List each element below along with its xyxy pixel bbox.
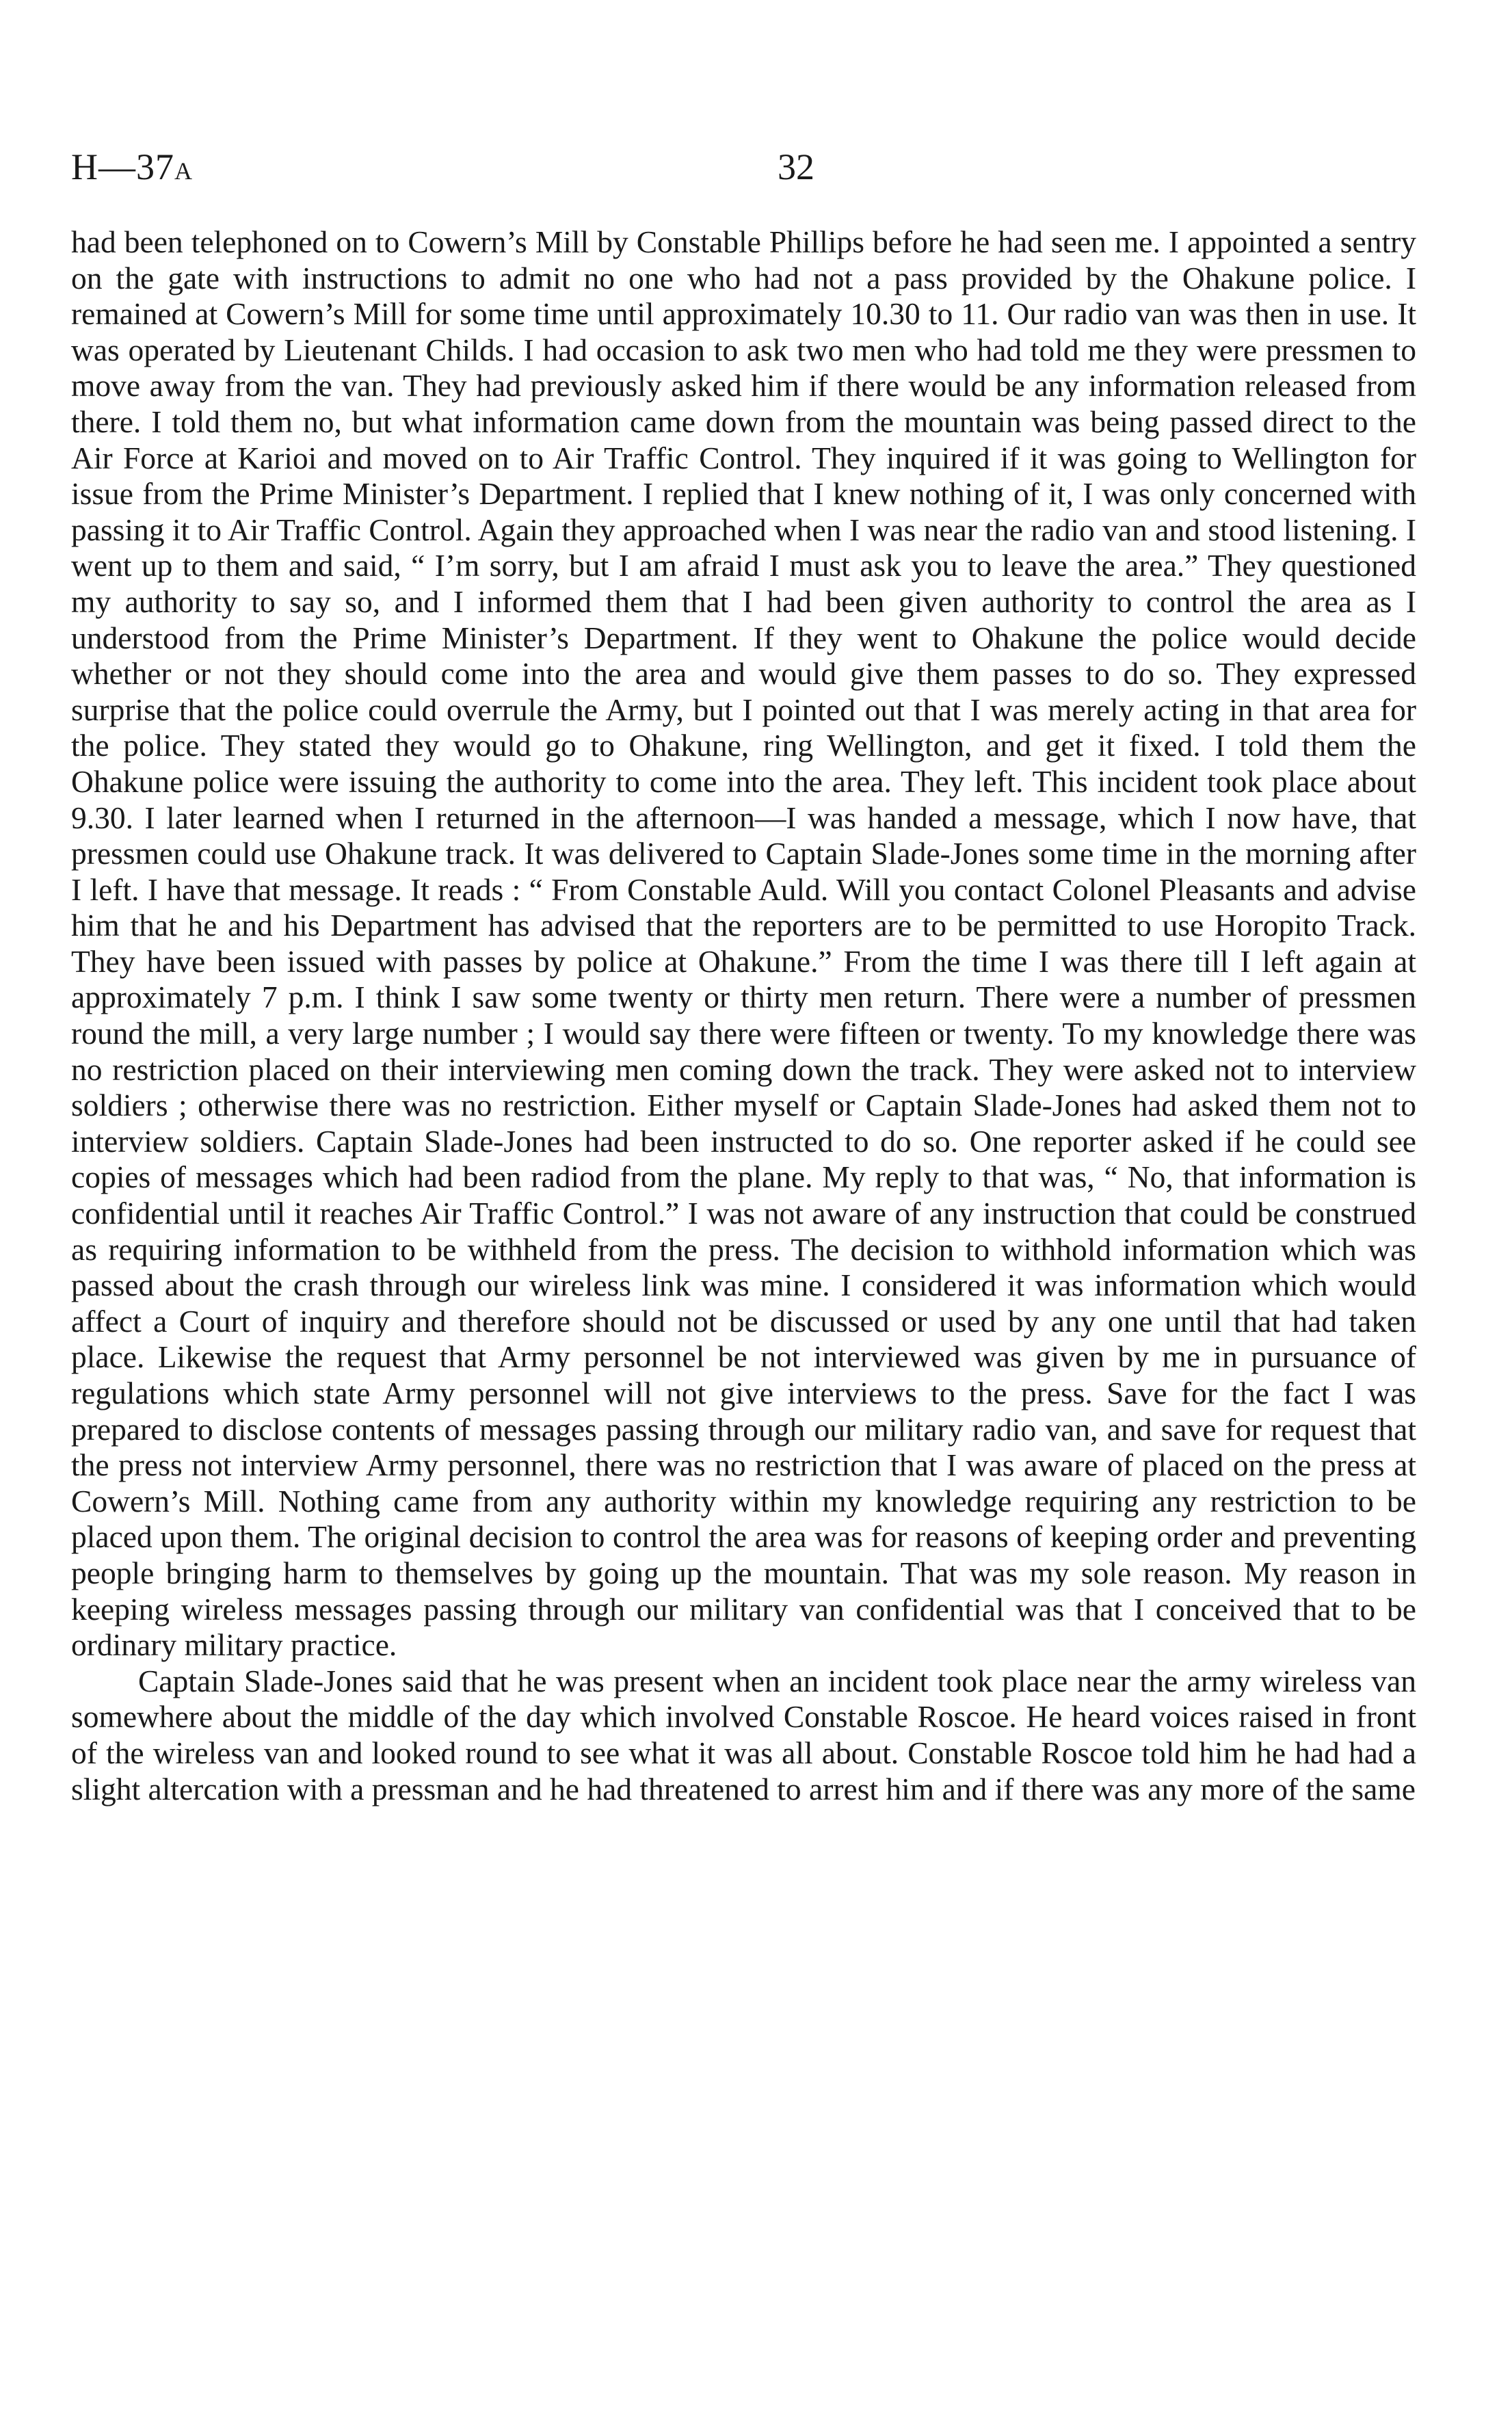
body-text — [71, 224, 1416, 1807]
paragraph-slade-jones: Captain Slade-Jones said that he was present when an incident took place near the army wireless van somewhere about the middle of the day which involved Constable Roscoe. He heard voices raised in front of the wireless van and looked round to see what it was all about. Constable Roscoe told him he had had a slight altercation with a pressman and he had threatened to arrest him and if there was any more of the same — [71, 1663, 1416, 1806]
document-reference — [71, 145, 194, 193]
page-number: 32 — [778, 146, 814, 187]
page-header — [71, 145, 1439, 200]
document-reference-main: H—37 — [71, 146, 174, 187]
paragraph-testimony: had been telephoned on to Cowern’s Mill by Constable Phillips before he had seen me. I appointed a sentry on the gate with instructions to admit no one who had not a pass provided by the Ohakune police. I remained at Cowern’s Mill for some time until approximately 10.30 to 11. Our radio van was then in use. It was operated by Lieutenant Childs. I had occasion to ask two men who had told me they were pressmen to move away from the van. They had previously asked him if there would be any information released from there. I told them no, but what information came down from the mountain was being passed direct to the Air Force at Karioi and moved on to Air Traffic Control. They inquired if it was going to Wellington for issue from the Prime Minister’s Department. I replied that I knew nothing of it, I was only concerned with passing it to Air Traffic Control. Again they approached when I was near the radio van and stood listening. I went up to them and said, “ I’m sorry, but I am afraid I must ask you to leave the area.” They questioned my authority to say so, and I informed them that I had been given authority to control the area as I understood from the Prime Minister’s Department. If they went to Ohakune the police would decide whether or not they should come into the area and would give them passes to do so. They expressed surprise that the police could overrule the Army, but I pointed out that I was merely acting in that area for the police. They stated they would go to Ohakune, ring Wellington, and get it fixed. I told them the Ohakune police were issuing the authority to come into the area. They left. This incident took place about 9.30. I later learned when I returned in the afternoon—I was handed a message, which I now have, that pressmen could use Ohakune track. It was delivered to Captain Slade-Jones some time in the morning after I left. I have that message. It reads : “ From Constable Auld. Will you contact Colonel Pleasants and advise him that he and his Department has advised that the reporters are to be permitted to use Horopito Track. They have been issued with passes by police at Ohakune.” From the time I was there till I left again at approximately 7 p.m. I think I saw some twenty or thirty men return. There were a number of pressmen round the mill, a very large number ; I would say there were fifteen or twenty. To my knowledge there was no restriction placed on their interviewing men coming down the track. They were asked not to interview soldiers ; otherwise there was no restriction. Either myself or Captain Slade-Jones had asked them not to interview soldiers. Captain Slade-Jones had been instructed to do so. One reporter asked if he could see copies of messages which had been radiod from the plane. My reply to that was, “ No, that information is confidential until it reaches Air Traffic Control.” I was not aware of any instruction that could be construed as requiring information to be withheld from the press. The decision to withhold information which was passed about the crash through our wireless link was mine. I considered it was information which would affect a Court of inquiry and therefore should not be discussed or used by any one until that had taken place. Likewise the request that Army personnel be not interviewed was given by me in pursuance of regulations which state Army personnel will not give interviews to the press. Save for the fact I was prepared to disclose contents of messages passing through our military radio van, and save for request that the press not interview Army personnel, there was no restriction that I was aware of placed on the press at Cowern’s Mill. Nothing came from any authority within my knowledge requiring any restriction to be placed upon them. The original decision to control the area was for reasons of keeping order and preventing people bringing harm to themselves by going up the mountain. That was my sole reason. My reason in keeping wireless messages passing through our military van confidential was that I conceived that to be ordinary military practice. — [71, 224, 1416, 1663]
document-reference-suffix: A — [174, 157, 194, 185]
